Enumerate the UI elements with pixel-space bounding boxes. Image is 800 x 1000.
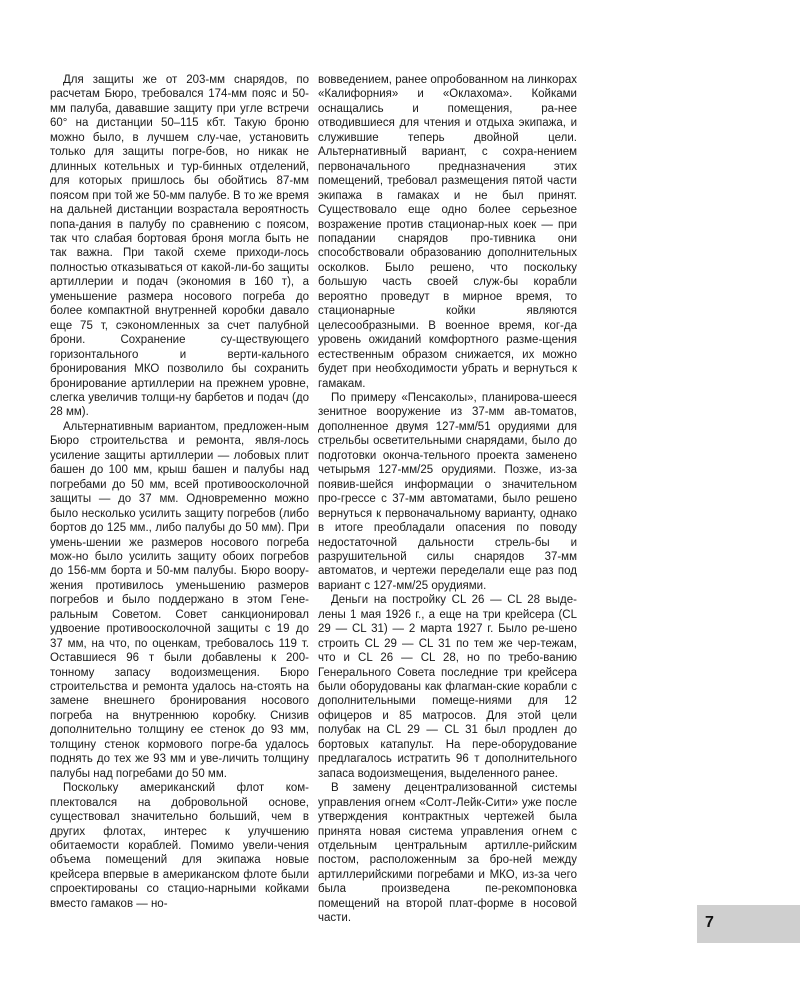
paragraph: Альтернативным вариантом, предложен-ным Бюро строительства и ремонта, явля-лось усиление защиты артиллерии — лобовых плит башен до 100 мм, крыш башен и палубы над погребами до 50 мм, всей противоосколочной защиты — до 37 мм. Одновременно можно было несколько усилить защиту погребов (либо бортов до 125 мм., либо палубы до 50 мм). При умень-шении же размеров носового погреба мож-но было усилить защиту обоих погребов до 156-мм борта и 50-мм палубы. Бюро воору-жения противилось уменьшению размеров погребов и было поддержано в этом Гене-ральным Советом. Совет санкционировал удвоение противоосколочной защиты с 19 до 37 мм, на что, по оценкам, требовалось 119 т. Оставшиеся 96 т были добавлены к 200-тонному запасу водоизмещения. Бюро строительства и ремонта удалось на-стоять на замене внешнего бронирования носового погреба на внутреннюю коробку. Снизив дополнительно толщину ее стенок до 93 мм, толщину стенок кормового погре-ба удалось поднять до тех же 93 мм и уве-личить толщину палубы над погребами до 50 мм. — [50, 420, 309, 780]
page-number: 7 — [705, 914, 714, 931]
paragraph: Поскольку американский флот ком-плектовался на добровольной основе, существовал значительно больший, чем в других флотах, интерес к улучшению обитаемости кораблей. Помимо увели-чения объема помещений для экипажа новые крейсера впервые в американском флоте были спроектированы со стацио-нарными койками вместо гамаков — но- — [50, 782, 309, 910]
text-column-left — [50, 73, 309, 911]
paragraph: По примеру «Пенсаколы», планирова-шееся зенитное вооружение из 37-мм ав-томатов, дополненное двумя 127-мм/51 орудиями для стрельбы осветительными снарядами, было до подготовки оконча-тельного проекта заменено четырьмя 127-мм/25 орудиями. Позже, из-за появив-шейся информации о значительном про-грессе с 37-мм автоматами, было решено вернуться к первоначальному варианту, однако в итоге преобладали опасения по поводу недостаточной дальности стрель-бы и разрушительной силы снарядов 37-мм автоматов, и чертежи переделали еще раз под вариант с 127-мм/25 орудиями. — [318, 391, 577, 592]
paragraph-continued: вовведением, ранее опробованном на линкорах «Калифорния» и «Оклахома». Койками оснащались и помещения, ра-нее отводившиеся для чтения и отдыха экипажа, и служившие теперь двойной цели. Альтернативный вариант, с сохра-нением первоначального предназначения этих помещений, требовал размещения пятой части экипажа в гамаках и не был принят. Существовало еще одно более серьезное возражение против стационар-ных коек — при попадании снарядов про-тивника они способствовали образованию дополнительных осколков. Было решено, что поскольку большую часть своей служ-бы корабли вероятно проведут в мирное время, то стационарные койки являются целесообразными. В военное время, ког-да уровень ожиданий комфортного разме-щения естественным образом снижается, их можно будет при необходимости убрать и вернуться к гамакам. — [318, 74, 577, 390]
text-column-right — [318, 73, 577, 926]
paragraph: Для защиты же от 203-мм снарядов, по расчетам Бюро, требовался 174-мм пояс и 50-мм палуба, дававшие защиту при угле встречи 60° на дистанции 50–115 кбт. Такую броню можно было, в лучшем слу-чае, установить только для защиты погре-бов, но никак не длинных котельных и тур-бинных отделений, для которых пришлось бы обойтись 87-мм поясом при той же 50-мм палубе. В то же время на дальней дистанции возрастала вероятность попа-дания в палубу по сравнению с поясом, так что слабая бортовая броня могла быть не так важна. При такой схеме приходи-лось полностью отказываться от какой-ли-бо защиты артиллерии и подач (экономия в 160 т), а уменьшение размера носового погреба до более компактной внутренней коробки давало еще 75 т, сэкономленных за счет палубной брони. Сохранение су-ществующего горизонтального и верти-кального бронирования МКО позволило бы сохранить бронирование артиллерии на прежнем уровне, слегка увеличив толщи-ну барбетов и подач (до 28 мм). — [50, 74, 309, 419]
page-number-tab — [697, 905, 800, 943]
paragraph: В замену децентрализованной системы управления огнем «Солт-Лейк-Сити» уже после утверждения контрактных чертежей была принята новая система управления огнем с отдельным центральным артилле-рийским постом, расположенным за бро-ней между артиллерийскими погребами и МКО, из-за чего была произведена пе-рекомпоновка помещений на второй плат-форме в носовой части. — [318, 782, 577, 925]
paragraph: Деньги на постройку CL 26 — CL 28 выде-лены 1 мая 1926 г., а еще на три крейсера (CL 29 — CL 31) — 2 марта 1927 г. Было ре-шено строить CL 29 — CL 31 по тем же чер-тежам, что и CL 26 — CL 28, но по требо-ванию Генерального Совета последние три крейсера были оборудованы как флагман-ские корабли с дополнительными помеще-ниями для 12 офицеров и 85 матросов. Для этой цели полубак на CL 29 — CL 31 был продлен до бортовых катапульт. На пере-оборудование предлагалось истратить 96 т дополнительного запаса водоизмещения, выделенного ранее. — [318, 594, 577, 780]
